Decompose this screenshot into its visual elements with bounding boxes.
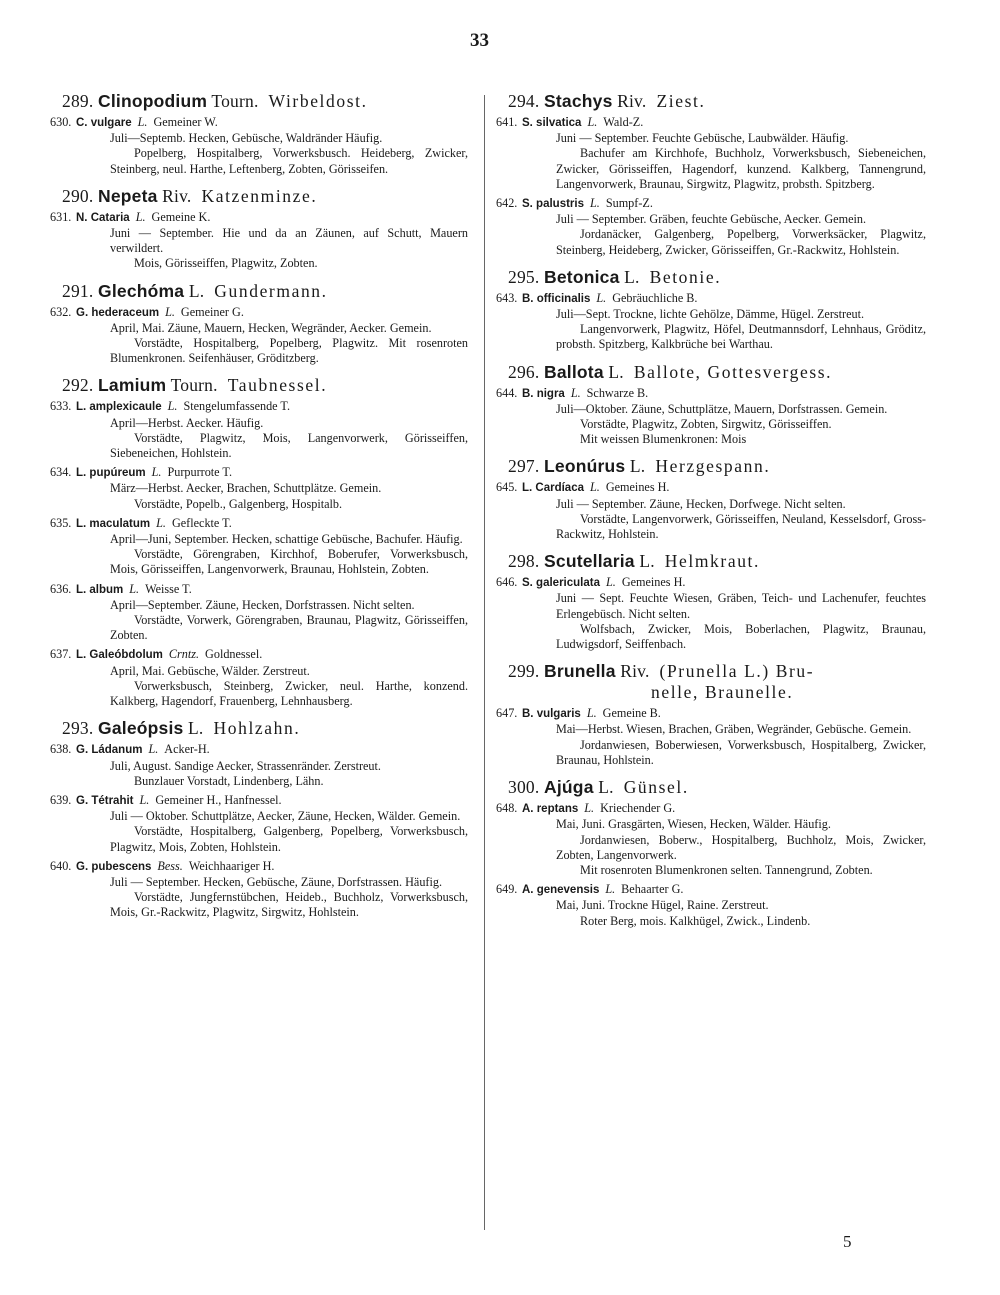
genus-number: 300. xyxy=(508,777,540,798)
species-common-name: Weisse T. xyxy=(145,581,192,596)
species-entry xyxy=(50,516,468,578)
species-heading xyxy=(50,647,468,663)
species-number: 642. xyxy=(496,196,518,211)
species-name: S. galericulata xyxy=(522,577,600,590)
species-note: Mit rosenroten Blumenkronen selten. Tannengrund, Zobten. xyxy=(580,862,873,877)
species-localities: Vorstädte, Hospitalberg, Galgenberg, Popelberg, Vorwerksbusch, Plagwitz, Mois, Zobten, Hohlstein. xyxy=(110,824,468,854)
species-common-name: Gemeine B. xyxy=(602,706,661,721)
species-habitat: März—Herbst. Aecker, Brachen, Schuttplätze. Gemein. xyxy=(110,481,382,496)
genus-number: 299. xyxy=(508,661,540,682)
species-entry xyxy=(50,647,468,709)
species-entry xyxy=(496,575,926,652)
genus-number: 294. xyxy=(508,91,540,111)
genus-name: Galeópsis xyxy=(98,718,184,739)
genus-common-name: Ziest. xyxy=(656,91,706,111)
species-name: L. pupúreum xyxy=(76,467,146,480)
species-common-name: Stengelumfassende T. xyxy=(183,399,290,414)
species-entry xyxy=(496,706,926,768)
species-habitat: Juli — September. Gräben, feuchte Gebüsche, Aecker. Gemein. xyxy=(556,212,866,227)
species-heading xyxy=(496,386,926,402)
species-localities: Jordanwiesen, Boberwiesen, Vorwerksbusch, Hospitalberg, Zwicker, Braunau, Hohlstein. xyxy=(556,737,926,767)
genus-heading xyxy=(496,661,926,703)
species-heading xyxy=(496,196,926,212)
species-entry xyxy=(50,859,468,921)
genus-common-name: Hohlzahn. xyxy=(213,718,301,739)
species-note: Mit weissen Blumenkronen: Mois xyxy=(580,432,747,447)
genus-author: Tourn. xyxy=(211,91,259,111)
species-author: L. xyxy=(596,290,607,305)
genus-name: Ajúga xyxy=(544,777,594,798)
species-name: C. vulgare xyxy=(76,117,132,129)
genus-author: L. xyxy=(608,361,624,382)
species-author: Bess. xyxy=(157,858,183,873)
species-entry xyxy=(50,115,468,177)
species-number: 649. xyxy=(496,882,518,897)
species-localities: Bachufer am Kirchhofe, Buchholz, Vorwerksbusch, Siebeneichen, Zwicker, Görisseiffen, Hagendorf, kunzend. Kalkberg, Tannengrund, Langenvorwerk, Braunau, Sirgwitz, Plagwitz, probsth. Spitzberg. xyxy=(556,146,926,191)
species-author: L. xyxy=(586,706,597,721)
species-common-name: Acker-H. xyxy=(164,742,210,757)
genus-name: Stachys xyxy=(544,91,613,111)
species-localities: Jordanwiesen, Boberw., Hospitalberg, Buchholz, Mois, Zwicker, Zobten, Langenvorwerk. xyxy=(556,832,926,862)
species-entry xyxy=(50,305,468,367)
species-habitat: Juli — September. Hecken, Gebüsche, Zäune, Dorfstrassen. Häufig. xyxy=(110,874,443,889)
species-name: S. palustris xyxy=(522,198,584,211)
species-name: G. pubescens xyxy=(76,860,152,873)
species-number: 645. xyxy=(496,480,518,495)
species-habitat: April—Juni, September. Hecken, schattige Gebüsche, Bachufer. Häufig. xyxy=(110,532,463,547)
species-number: 633. xyxy=(50,399,72,414)
species-name: G. Tétrahit xyxy=(76,794,134,807)
species-heading xyxy=(496,115,926,131)
species-common-name: Gemeines H. xyxy=(605,480,670,495)
species-name: G. hederaceum xyxy=(76,306,160,319)
genus-author: L. xyxy=(639,551,655,572)
species-author: L. xyxy=(570,385,581,400)
genus-common-name: Taubnessel. xyxy=(227,375,328,396)
species-common-name: Gemeiner H., Hanfnessel. xyxy=(155,792,282,807)
species-localities: Vorstädte, Jungfernstübchen, Heideb., Buchholz, Vorwerksbusch, Mois, Gr.-Rackwitz, Plagwitz, Sirgwitz, Hohlstein. xyxy=(110,890,468,920)
genus-number: 296. xyxy=(508,361,540,382)
species-common-name: Sumpf-Z. xyxy=(605,196,653,211)
species-localities: Vorstädte, Görengraben, Kirchhof, Boberufer, Vorwerksbusch, Mois, Görisseiffen, Langenvorwerk, Braunau, Hohlstein, Zobten. xyxy=(110,547,468,577)
genus-name: Nepeta xyxy=(98,185,158,206)
species-name: L. Galeóbdolum xyxy=(76,649,163,662)
species-heading xyxy=(496,706,926,722)
genus-name: Clinopodium xyxy=(98,91,208,111)
genus-number: 289. xyxy=(62,91,94,111)
species-habitat: Juli, August. Sandige Aecker, Strassenränder. Zerstreut. xyxy=(110,758,381,773)
genus-heading xyxy=(496,777,926,798)
genus-author: Tourn. xyxy=(170,375,218,396)
species-name: L. album xyxy=(76,583,124,596)
species-entry xyxy=(496,115,926,192)
species-localities: Vorstädte, Popelb., Galgenberg, Hospitalb. xyxy=(134,496,343,511)
signature-mark: 5 xyxy=(843,1232,852,1251)
species-name: L. Cardíaca xyxy=(522,482,584,495)
species-name: B. vulgaris xyxy=(522,708,581,721)
species-number: 643. xyxy=(496,290,518,305)
species-common-name: Gefleckte T. xyxy=(171,515,232,530)
species-name: B. nigra xyxy=(522,387,565,400)
page-number: 33 xyxy=(470,30,489,51)
species-habitat: Mai—Herbst. Wiesen, Brachen, Gräben, Wegränder, Gebüsche. Gemein. xyxy=(556,722,912,737)
species-author: Crntz. xyxy=(168,647,200,662)
genus-number: 291. xyxy=(62,280,94,301)
genus-number: 290. xyxy=(62,185,94,206)
genus-number: 292. xyxy=(62,375,94,396)
species-entry xyxy=(50,210,468,272)
genus-name: Brunella xyxy=(544,661,616,682)
species-name: L. maculatum xyxy=(76,517,151,530)
genus-number: 297. xyxy=(508,456,540,477)
species-number: 647. xyxy=(496,706,518,721)
species-entry xyxy=(50,742,468,789)
species-heading xyxy=(50,793,468,809)
species-heading xyxy=(50,465,468,481)
genus-common-name: Katzenminze. xyxy=(201,185,318,206)
genus-heading xyxy=(50,186,468,207)
species-number: 635. xyxy=(50,515,72,530)
species-habitat: Juli — Oktober. Schuttplätze, Aecker, Zäune, Hecken, Wälder. Gemein. xyxy=(110,809,461,824)
species-number: 631. xyxy=(50,209,72,224)
species-heading xyxy=(496,575,926,591)
species-author: L. xyxy=(590,196,600,211)
species-author: L. xyxy=(605,882,616,897)
genus-common-name: Betonie. xyxy=(649,266,722,287)
genus-author: Riv. xyxy=(620,661,650,682)
species-entry xyxy=(496,386,926,448)
genus-heading xyxy=(496,267,926,288)
genus-common-name: Günsel. xyxy=(623,777,689,798)
species-habitat: Mai, Juni. Trockne Hügel, Raine. Zerstreut. xyxy=(556,898,769,913)
species-heading xyxy=(50,399,468,415)
species-author: L. xyxy=(148,742,159,757)
species-entry xyxy=(50,465,468,512)
species-common-name: Gemeiner G. xyxy=(180,304,244,319)
species-author: L. xyxy=(135,209,146,224)
species-name: A. reptans xyxy=(522,803,579,816)
species-heading xyxy=(50,742,468,758)
species-habitat: Juni — September. Feuchte Gebüsche, Laubwälder. Häufig. xyxy=(556,131,849,146)
species-number: 644. xyxy=(496,385,518,400)
genus-common-name: Helmkraut. xyxy=(664,551,760,572)
species-author: L. xyxy=(590,480,600,495)
species-number: 634. xyxy=(50,465,72,480)
species-habitat: Juni — Sept. Feuchte Wiesen, Gräben, Teich- und Lachenufer, feuchtes Erlengebüsch. Nicht selten. xyxy=(556,591,926,621)
genus-name: Glechóma xyxy=(98,280,185,301)
species-localities: Popelberg, Hospitalberg, Vorwerksbusch. Heideberg, Zwicker, Steinberg, neul. Harthe, Leftenberg, Zobten, Görisseifen. xyxy=(110,146,468,176)
species-number: 646. xyxy=(496,575,518,590)
genus-author: L. xyxy=(188,718,204,739)
species-heading xyxy=(496,291,926,307)
species-name: G. Ládanum xyxy=(76,744,143,757)
species-entry xyxy=(496,882,926,929)
species-common-name: Gemeine K. xyxy=(151,209,211,224)
genus-number: 295. xyxy=(508,266,540,287)
species-heading xyxy=(50,582,468,598)
species-entry xyxy=(496,801,926,878)
species-name: L. amplexicaule xyxy=(76,401,162,414)
species-common-name: Gebräuchliche B. xyxy=(612,290,698,305)
species-number: 638. xyxy=(50,742,72,757)
genus-name: Scutellaria xyxy=(544,551,635,572)
species-number: 648. xyxy=(496,801,518,816)
species-localities: Vorwerksbusch, Steinberg, Zwicker, neul. Harthe, konzend. Kalkberg, Hagendorf, Frauenberg, Lehnhausberg. xyxy=(110,678,468,709)
species-habitat: April, Mai. Zäune, Mauern, Hecken, Wegränder, Aecker. Gemein. xyxy=(110,320,432,335)
species-number: 637. xyxy=(50,647,72,662)
species-name: S. silvatica xyxy=(522,117,582,129)
species-author: L. xyxy=(137,115,148,129)
species-author: L. xyxy=(165,304,175,319)
species-localities: Vorstädte, Plagwitz, Mois, Langenvorwerk, Görisseiffen, Siebeneichen, Hohlstein. xyxy=(110,430,468,461)
left-column xyxy=(50,82,468,925)
species-habitat: Juli—Septemb. Hecken, Gebüsche, Waldränder Häufig. xyxy=(110,131,383,146)
genus-author: Riv. xyxy=(162,185,192,206)
species-heading xyxy=(496,882,926,898)
genus-common-name: (Prunella L.) Bru- xyxy=(659,661,815,682)
species-heading xyxy=(50,859,468,875)
species-localities: Bunzlauer Vorstadt, Lindenberg, Lähn. xyxy=(134,773,324,788)
species-name: A. genevensis xyxy=(522,884,600,897)
species-heading xyxy=(50,305,468,321)
genus-heading xyxy=(50,375,468,396)
genus-name: Leonúrus xyxy=(544,456,626,477)
species-localities: Jordanäcker, Galgenberg, Popelberg, Vorwerksäcker, Plagwitz, Steinberg, Heideberg, Zwicker, Görisseiffen, Gr.-Rackwitz, Hohlstein. xyxy=(556,227,926,257)
species-habitat: April—Herbst. Aecker. Häufig. xyxy=(110,415,264,430)
species-localities: Vorstädte, Hospitalberg, Popelberg, Plagwitz. Mit rosenroten Blumenkronen. Seifenhäuser, Gröditzberg. xyxy=(110,336,468,366)
species-entry xyxy=(496,196,926,258)
genus-name: Ballota xyxy=(544,361,604,382)
species-author: L. xyxy=(151,465,162,480)
genus-name: Betonica xyxy=(544,266,620,287)
genus-author: Riv. xyxy=(617,91,647,111)
species-localities: Wolfsbach, Zwicker, Mois, Boberlachen, Plagwitz, Braunau, Ludwigsdorf, Seiffenbach. xyxy=(556,621,926,652)
species-number: 639. xyxy=(50,792,72,807)
genus-common-name: Ballote, Gottesvergess. xyxy=(633,361,833,382)
genus-common-name: Gundermann. xyxy=(214,280,328,301)
species-habitat: April—September. Zäune, Hecken, Dorfstrassen. Nicht selten. xyxy=(110,597,415,612)
genus-name: Lamium xyxy=(98,375,167,396)
species-entry xyxy=(496,291,926,353)
genus-common-name: Wirbeldost. xyxy=(268,91,368,111)
species-number: 640. xyxy=(50,858,72,873)
species-common-name: Behaarter G. xyxy=(621,882,684,897)
species-common-name: Goldnessel. xyxy=(205,647,263,662)
species-habitat: Juli—Oktober. Zäune, Schuttplätze, Mauern, Dorfstrassen. Gemein. xyxy=(556,401,888,416)
species-common-name: Schwarze B. xyxy=(586,385,649,400)
species-common-name: Kriechender G. xyxy=(600,801,676,816)
species-number: 632. xyxy=(50,304,72,319)
genus-common-name: Herzgespann. xyxy=(655,456,771,477)
column-divider xyxy=(484,95,485,1230)
species-heading xyxy=(50,115,468,131)
genus-number: 293. xyxy=(62,718,94,739)
species-author: L. xyxy=(139,792,150,807)
species-name: N. Cataria xyxy=(76,211,130,224)
genus-author: L. xyxy=(629,456,646,477)
genus-heading xyxy=(496,91,926,112)
species-number: 630. xyxy=(50,115,72,129)
species-number: 641. xyxy=(496,115,518,129)
species-localities: Langenvorwerk, Plagwitz, Höfel, Deutmannsdorf, Lehnhaus, Gröditz, probsth. Spitzberg, Kalkbrüche bei Warthau. xyxy=(556,322,926,352)
right-column xyxy=(496,82,926,933)
species-heading xyxy=(50,516,468,532)
species-habitat: Juli — September. Zäune, Hecken, Dorfwege. Nicht selten. xyxy=(556,496,846,511)
species-common-name: Gemeines H. xyxy=(621,575,686,590)
species-author: L. xyxy=(605,575,616,590)
genus-number: 298. xyxy=(508,551,540,572)
genus-heading xyxy=(50,281,468,302)
species-heading xyxy=(50,210,468,226)
species-entry xyxy=(50,793,468,855)
species-localities: Mois, Görisseiffen, Plagwitz, Zobten. xyxy=(134,256,318,271)
species-entry xyxy=(50,582,468,644)
genus-heading xyxy=(50,91,468,112)
species-habitat: Juli—Sept. Trockne, lichte Gehölze, Dämme, Hügel. Zerstreut. xyxy=(556,307,865,322)
genus-heading xyxy=(496,456,926,477)
genus-author: L. xyxy=(188,280,205,301)
species-author: L. xyxy=(584,801,595,816)
genus-heading xyxy=(496,551,926,572)
species-name: B. officinalis xyxy=(522,292,591,305)
species-localities: Vorstädte, Plagwitz, Zobten, Sirgwitz, Görisseiffen. xyxy=(580,417,832,432)
species-localities: Vorstädte, Vorwerk, Görengraben, Braunau, Plagwitz, Görisseiffen, Zobten. xyxy=(110,613,468,643)
genus-common-name-cont: nelle, Braunelle. xyxy=(651,682,794,703)
species-heading xyxy=(496,801,926,817)
species-common-name: Wald-Z. xyxy=(603,115,644,129)
genus-author: L. xyxy=(624,266,640,287)
genus-heading xyxy=(50,718,468,739)
species-author: L. xyxy=(129,581,140,596)
species-localities: Vorstädte, Langenvorwerk, Görisseiffen, Neuland, Kesselsdorf, Gross-Rackwitz, Hohlstein. xyxy=(556,511,926,542)
species-common-name: Purpurrote T. xyxy=(167,465,233,480)
species-common-name: Weichhaariger H. xyxy=(188,858,275,873)
species-author: L. xyxy=(167,399,178,414)
species-habitat: April, Mai. Gebüsche, Wälder. Zerstreut. xyxy=(110,663,310,678)
species-author: L. xyxy=(156,515,166,530)
species-number: 636. xyxy=(50,581,72,596)
species-heading xyxy=(496,480,926,496)
genus-author: L. xyxy=(598,777,614,798)
species-habitat: Mai, Juni. Grasgärten, Wiesen, Hecken, Wälder. Häufig. xyxy=(556,817,831,832)
species-author: L. xyxy=(587,115,598,129)
species-common-name: Gemeiner W. xyxy=(153,115,218,129)
species-entry xyxy=(50,399,468,461)
genus-heading xyxy=(496,362,926,383)
species-habitat: Juni — September. Hie und da an Zäunen, auf Schutt, Mauern verwildert. xyxy=(110,226,468,256)
species-entry xyxy=(496,480,926,542)
species-localities: Roter Berg, mois. Kalkhügel, Zwick., Lindenb. xyxy=(580,913,811,928)
